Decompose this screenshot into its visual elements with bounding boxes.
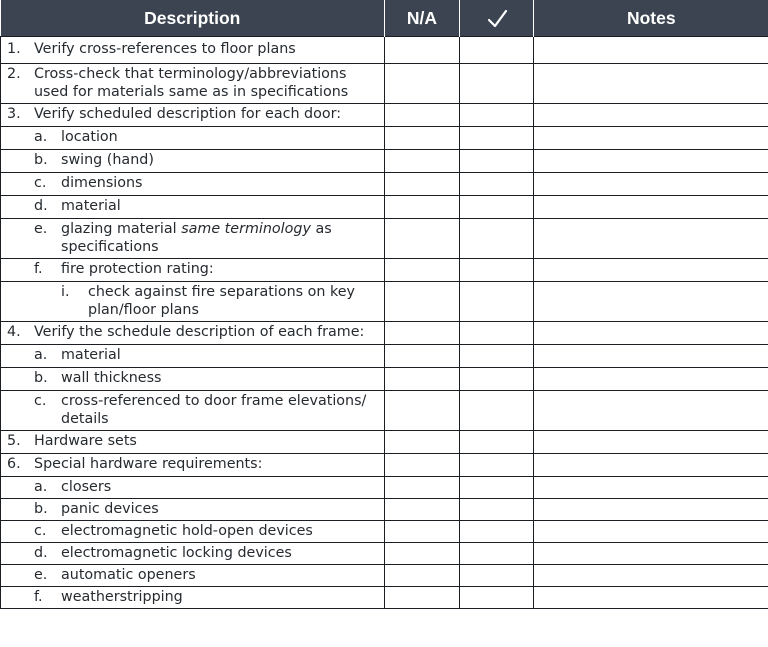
notes-cell[interactable] [534,219,768,259]
description-cell [1,173,385,196]
description-cell [1,127,385,150]
header-row [1,0,768,37]
description-cell [1,565,385,587]
item-text: swing (hand) [61,152,154,169]
item-text: electromagnetic hold-open devices [61,522,313,539]
table-row [1,282,768,322]
item-text: weatherstripping [61,588,183,605]
table-row [1,259,768,282]
checkmark-icon [486,9,508,29]
item-marker: c. [34,393,47,409]
table-row [1,173,768,196]
table-row [1,64,768,104]
description-cell [1,150,385,173]
notes-cell[interactable] [534,368,768,391]
item-marker: 3. [7,106,21,123]
table-row [1,431,768,454]
table-row [1,565,768,587]
check-cell[interactable] [460,282,534,322]
item-marker: f. [34,261,43,278]
check-cell[interactable] [460,259,534,282]
header-description: Description [1,0,385,37]
item-marker: a. [34,347,48,364]
item-marker: 5. [7,433,21,450]
check-cell[interactable] [460,391,534,431]
na-cell[interactable] [385,499,460,521]
description-cell [1,454,385,477]
check-cell[interactable] [460,565,534,587]
description-cell [1,477,385,499]
item-text: Cross-check that terminology/abbreviations used for materials same as in specifications [34,66,349,100]
check-cell[interactable] [460,587,534,609]
item-marker: c. [34,175,47,192]
description-cell [1,322,385,345]
na-cell[interactable] [385,173,460,196]
notes-cell[interactable] [534,259,768,282]
item-text: Hardware sets [34,433,137,450]
notes-cell[interactable] [534,587,768,609]
na-cell[interactable] [385,565,460,587]
na-cell[interactable] [385,219,460,259]
item-text: location [61,129,118,146]
item-text-emphasis: same terminology [181,221,311,237]
check-cell[interactable] [460,499,534,521]
header-check [460,0,534,37]
check-cell[interactable] [460,322,534,345]
item-text: Verify the schedule description of each frame: [34,324,365,341]
table-row [1,127,768,150]
notes-cell[interactable] [534,543,768,565]
item-marker: a. [34,478,48,495]
item-marker: f. [34,588,43,605]
notes-cell[interactable] [534,104,768,127]
na-cell[interactable] [385,391,460,431]
check-cell[interactable] [460,150,534,173]
item-marker: 1. [7,41,21,58]
item-text: material [61,347,121,364]
item-marker: i. [61,284,70,300]
description-cell [1,64,385,104]
description-cell [1,196,385,219]
na-cell[interactable] [385,322,460,345]
notes-cell[interactable] [534,322,768,345]
na-cell[interactable] [385,431,460,454]
item-text: check against fire separations on key plan/floor plans [88,284,356,318]
item-marker: e. [34,566,48,583]
check-cell[interactable] [460,127,534,150]
check-cell[interactable] [460,345,534,368]
na-cell[interactable] [385,127,460,150]
notes-cell[interactable] [534,499,768,521]
item-text: Special hardware requirements: [34,456,263,473]
table-row [1,477,768,499]
table-row [1,543,768,565]
na-cell[interactable] [385,259,460,282]
check-cell[interactable] [460,431,534,454]
notes-cell[interactable] [534,37,768,64]
na-cell[interactable] [385,454,460,477]
description-cell [1,391,385,431]
na-cell[interactable] [385,282,460,322]
na-cell[interactable] [385,196,460,219]
item-marker: b. [34,500,48,517]
description-cell [1,368,385,391]
notes-cell[interactable] [534,173,768,196]
table-row [1,104,768,127]
table-row [1,368,768,391]
item-marker: b. [34,152,48,169]
na-cell[interactable] [385,150,460,173]
notes-cell[interactable] [534,391,768,431]
table-row [1,391,768,431]
item-text: closers [61,478,112,495]
description-cell [1,521,385,543]
notes-cell[interactable] [534,64,768,104]
notes-cell[interactable] [534,345,768,368]
item-marker: a. [34,129,48,146]
notes-cell[interactable] [534,127,768,150]
description-cell [1,282,385,322]
notes-cell[interactable] [534,521,768,543]
table-row [1,37,768,64]
notes-cell[interactable] [534,196,768,219]
check-cell[interactable] [460,521,534,543]
header-na: N/A [385,0,460,37]
check-cell[interactable] [460,196,534,219]
item-text: wall thickness [61,370,162,387]
check-cell[interactable] [460,543,534,565]
item-marker: e. [34,221,48,237]
notes-cell[interactable] [534,150,768,173]
item-text: automatic openers [61,566,196,583]
na-cell[interactable] [385,64,460,104]
item-text: electromagnetic locking devices [61,544,292,561]
description-cell [1,543,385,565]
description-cell [1,37,385,64]
item-text: fire protection rating: [61,261,214,278]
na-cell[interactable] [385,521,460,543]
item-marker: b. [34,370,48,387]
table-row [1,587,768,609]
notes-cell[interactable] [534,282,768,322]
table-row [1,219,768,259]
check-cell[interactable] [460,454,534,477]
na-cell[interactable] [385,587,460,609]
notes-cell[interactable] [534,565,768,587]
check-cell[interactable] [460,219,534,259]
na-cell[interactable] [385,37,460,64]
item-text: Verify scheduled description for each door: [34,106,342,123]
check-cell[interactable] [460,368,534,391]
header-notes: Notes [534,0,768,37]
item-marker: 6. [7,456,21,473]
item-text [61,221,384,256]
description-cell [1,587,385,609]
check-cell[interactable] [460,104,534,127]
item-text: cross-referenced to door frame elevations/ details [61,393,367,427]
description-cell [1,219,385,259]
item-marker: d. [34,198,48,215]
check-cell[interactable] [460,173,534,196]
item-marker: c. [34,522,47,539]
description-cell [1,499,385,521]
item-text: Verify cross-references to floor plans [34,41,296,58]
na-cell[interactable] [385,543,460,565]
table-row [1,499,768,521]
item-text: panic devices [61,500,159,517]
item-text-after: as specifications [61,221,332,255]
description-cell [1,431,385,454]
notes-cell[interactable] [534,431,768,454]
table-row [1,345,768,368]
na-cell[interactable] [385,368,460,391]
table-row [1,521,768,543]
table-row [1,196,768,219]
description-cell [1,104,385,127]
notes-cell[interactable] [534,454,768,477]
table-row [1,454,768,477]
na-cell[interactable] [385,345,460,368]
table-row [1,322,768,345]
description-cell [1,259,385,282]
notes-cell[interactable] [534,477,768,499]
check-cell[interactable] [460,477,534,499]
item-marker: 2. [7,66,21,82]
description-cell [1,345,385,368]
item-text-before: glazing material [61,221,182,237]
check-cell[interactable] [460,64,534,104]
check-cell[interactable] [460,37,534,64]
item-marker: 4. [7,324,21,341]
na-cell[interactable] [385,104,460,127]
na-cell[interactable] [385,477,460,499]
item-text: dimensions [61,175,143,192]
table-row [1,150,768,173]
item-marker: d. [34,544,48,561]
item-text: material [61,198,121,215]
